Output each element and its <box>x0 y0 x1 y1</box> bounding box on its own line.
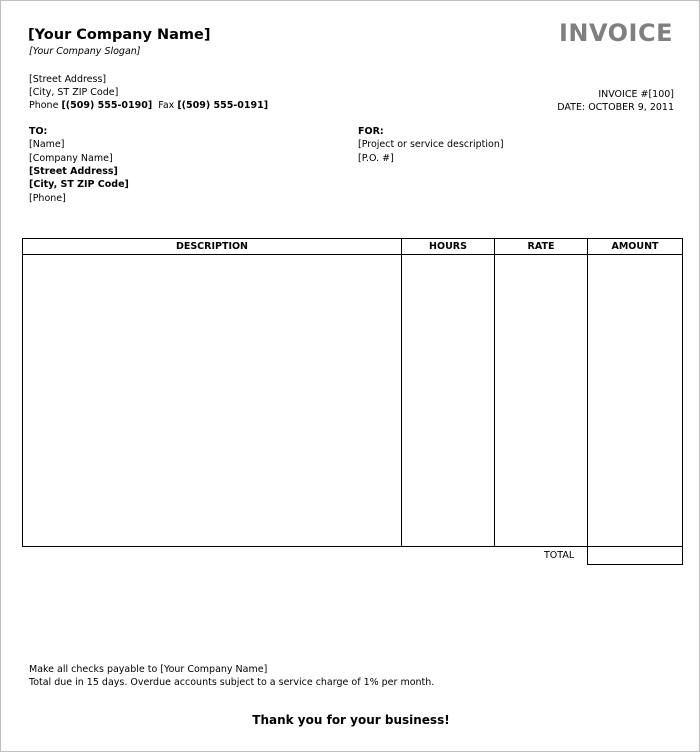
company-name: [Your Company Name] <box>28 27 211 43</box>
phone-label: Phone <box>29 100 59 111</box>
rate-cell[interactable] <box>495 255 588 547</box>
sender-street: [Street Address] <box>29 74 107 85</box>
sender-contact <box>29 100 268 111</box>
column-rate: RATE <box>495 239 588 255</box>
description-cell[interactable] <box>23 255 402 547</box>
payment-instructions: Make all checks payable to [Your Company Name] <box>29 664 268 675</box>
to-phone: [Phone] <box>29 193 66 204</box>
fax-label: Fax <box>158 100 175 111</box>
company-slogan: [Your Company Slogan] <box>29 46 141 57</box>
sender-city: [City, ST ZIP Code] <box>29 87 119 98</box>
to-street: [Street Address] <box>29 166 118 177</box>
amount-cell[interactable] <box>588 255 683 547</box>
hours-cell[interactable] <box>402 255 495 547</box>
to-heading: TO: <box>29 126 48 137</box>
to-company: [Company Name] <box>29 153 113 164</box>
column-description: DESCRIPTION <box>23 239 402 255</box>
for-heading: FOR: <box>358 126 384 137</box>
thank-you-message: Thank you for your business! <box>252 713 450 727</box>
invoice-date: DATE: OCTOBER 9, 2011 <box>557 102 674 113</box>
fax-number: [(509) 555-0191] <box>177 100 269 111</box>
to-name: [Name] <box>29 139 65 150</box>
line-items-table <box>22 238 683 547</box>
for-po: [P.O. #] <box>358 153 394 164</box>
invoice-title: INVOICE <box>558 19 673 47</box>
invoice-number: INVOICE #[100] <box>598 89 674 100</box>
column-amount: AMOUNT <box>588 239 683 255</box>
phone-number: [(509) 555-0190] <box>61 100 153 111</box>
payment-terms: Total due in 15 days. Overdue accounts subject to a service charge of 1% per month. <box>29 677 435 688</box>
total-value-box[interactable] <box>587 547 683 565</box>
column-hours: HOURS <box>402 239 495 255</box>
for-description: [Project or service description] <box>358 139 504 150</box>
to-city: [City, ST ZIP Code] <box>29 179 129 190</box>
total-label: TOTAL <box>544 550 575 561</box>
